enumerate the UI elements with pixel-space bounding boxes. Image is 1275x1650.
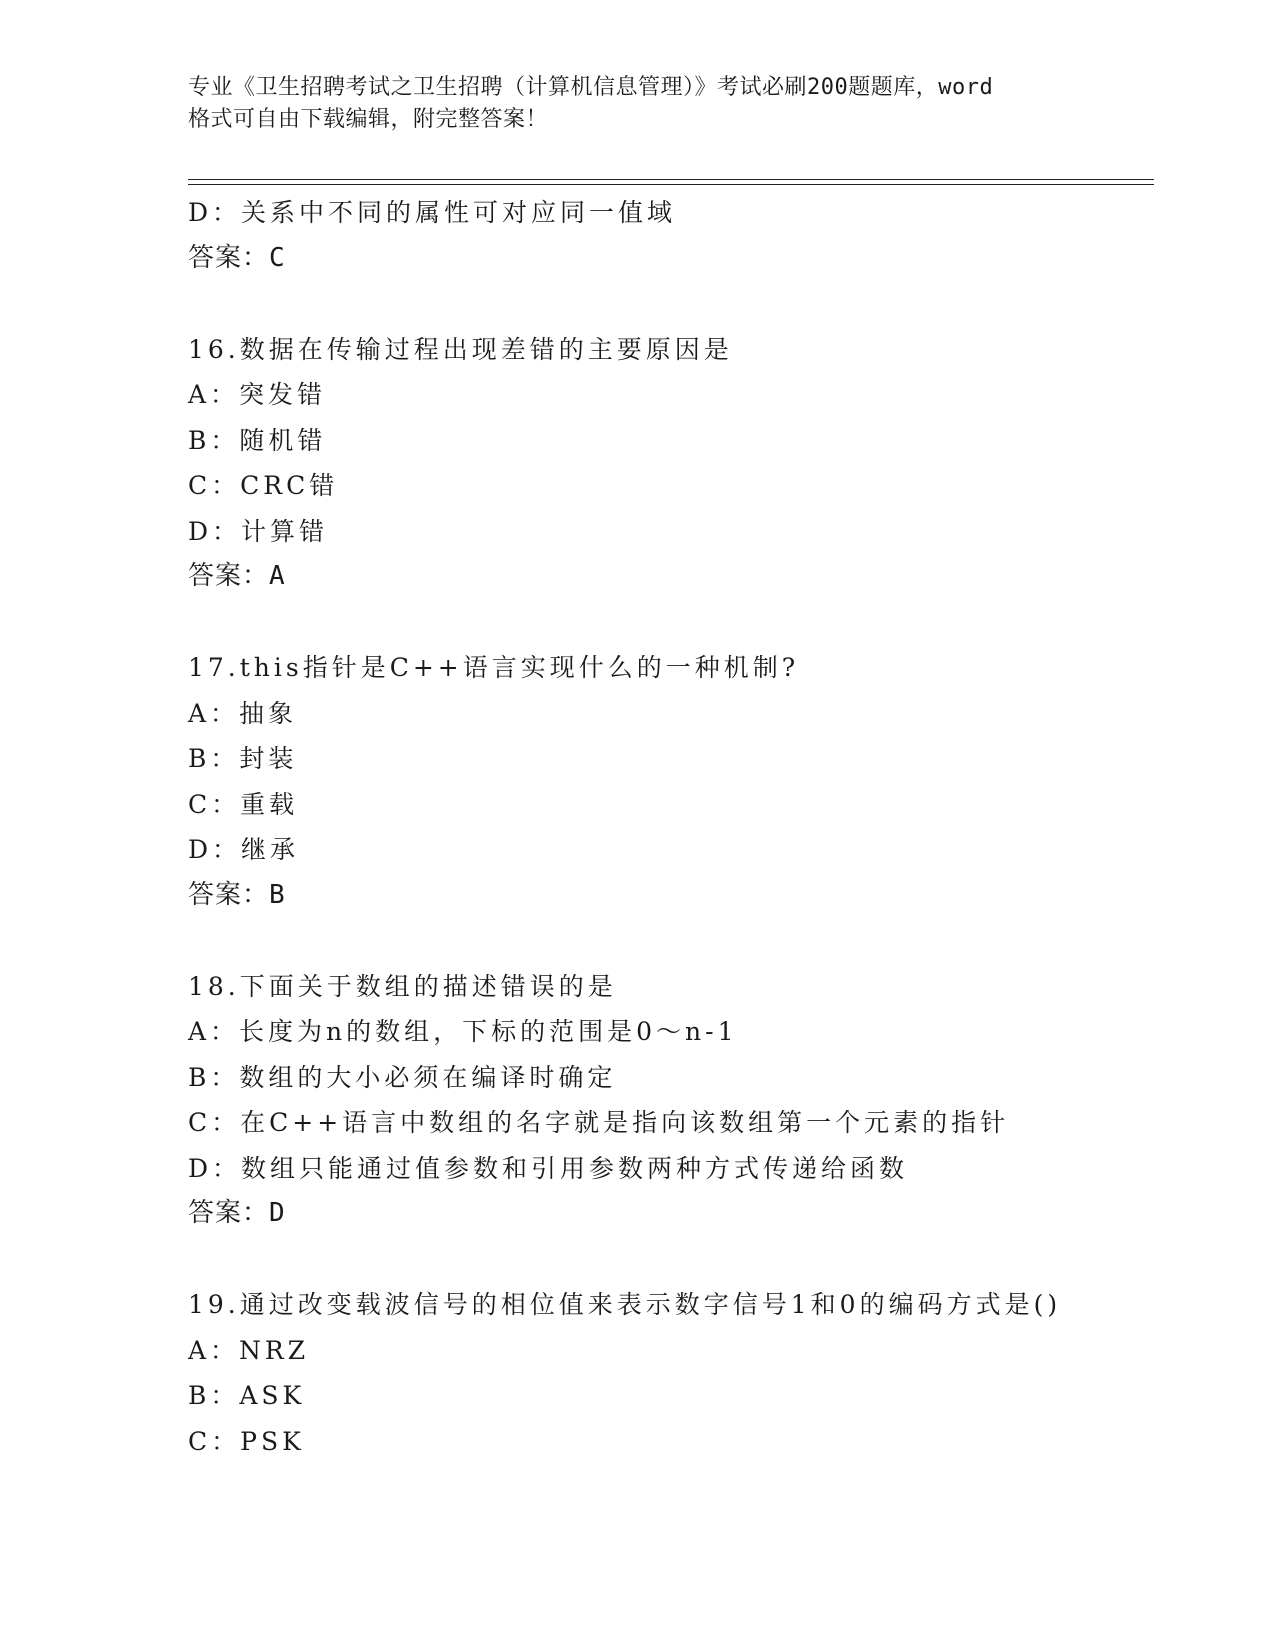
question-17 — [188, 645, 1158, 918]
option-a: A：突发错 — [188, 380, 327, 409]
option-d: D：计算错 — [188, 516, 329, 546]
question-answer: 答案：D — [188, 1198, 286, 1228]
spacer — [188, 1237, 1158, 1283]
partial-question-option-d: D：关系中不同的属性可对应同一值域 — [188, 198, 677, 227]
option-b: B：ASK — [188, 1381, 306, 1410]
question-19 — [188, 1282, 1158, 1464]
option-c: C：重载 — [188, 789, 299, 819]
header-line-1: 专业《卫生招聘考试之卫生招聘（计算机信息管理）》考试必刷200题题库，word — [188, 75, 994, 100]
question-stem: 17.this指针是C++语言实现什么的一种机制? — [188, 653, 800, 682]
option-c: C：CRC错 — [188, 471, 339, 500]
header-divider-top — [188, 179, 1154, 180]
header-line-2: 格式可自由下载编辑，附完整答案！ — [188, 107, 549, 132]
question-answer: 答案：B — [188, 879, 286, 910]
spacer — [188, 281, 1158, 327]
option-c: C：PSK — [188, 1426, 305, 1456]
option-b: B：数组的大小必须在编译时确定 — [188, 1062, 617, 1092]
header-divider-bottom — [188, 184, 1154, 185]
question-list — [188, 190, 1158, 1464]
option-d: D：继承 — [188, 835, 300, 864]
question-16 — [188, 327, 1158, 600]
question-stem: 18.下面关于数组的描述错误的是 — [188, 971, 617, 1001]
spacer — [188, 918, 1158, 964]
option-a: A：NRZ — [188, 1335, 310, 1365]
spacer — [188, 600, 1158, 646]
option-a: A：长度为n的数组，下标的范围是0～n-1 — [188, 1017, 738, 1046]
question-answer: 答案：A — [188, 561, 286, 591]
option-c: C：在C++语言中数组的名字就是指向该数组第一个元素的指针 — [188, 1108, 1010, 1137]
question-stem: 16.数据在传输过程出现差错的主要原因是 — [188, 334, 733, 364]
question-stem: 19.通过改变载波信号的相位值来表示数字信号1和0的编码方式是() — [188, 1290, 1062, 1319]
question-18 — [188, 964, 1158, 1237]
document-header — [188, 72, 1088, 136]
option-d: D：数组只能通过值参数和引用参数两种方式传递给函数 — [188, 1153, 909, 1183]
option-b: B：封装 — [188, 744, 298, 773]
option-a: A：抽象 — [188, 698, 298, 728]
partial-question-answer: 答案：C — [188, 242, 286, 273]
option-b: B：随机错 — [188, 425, 327, 455]
